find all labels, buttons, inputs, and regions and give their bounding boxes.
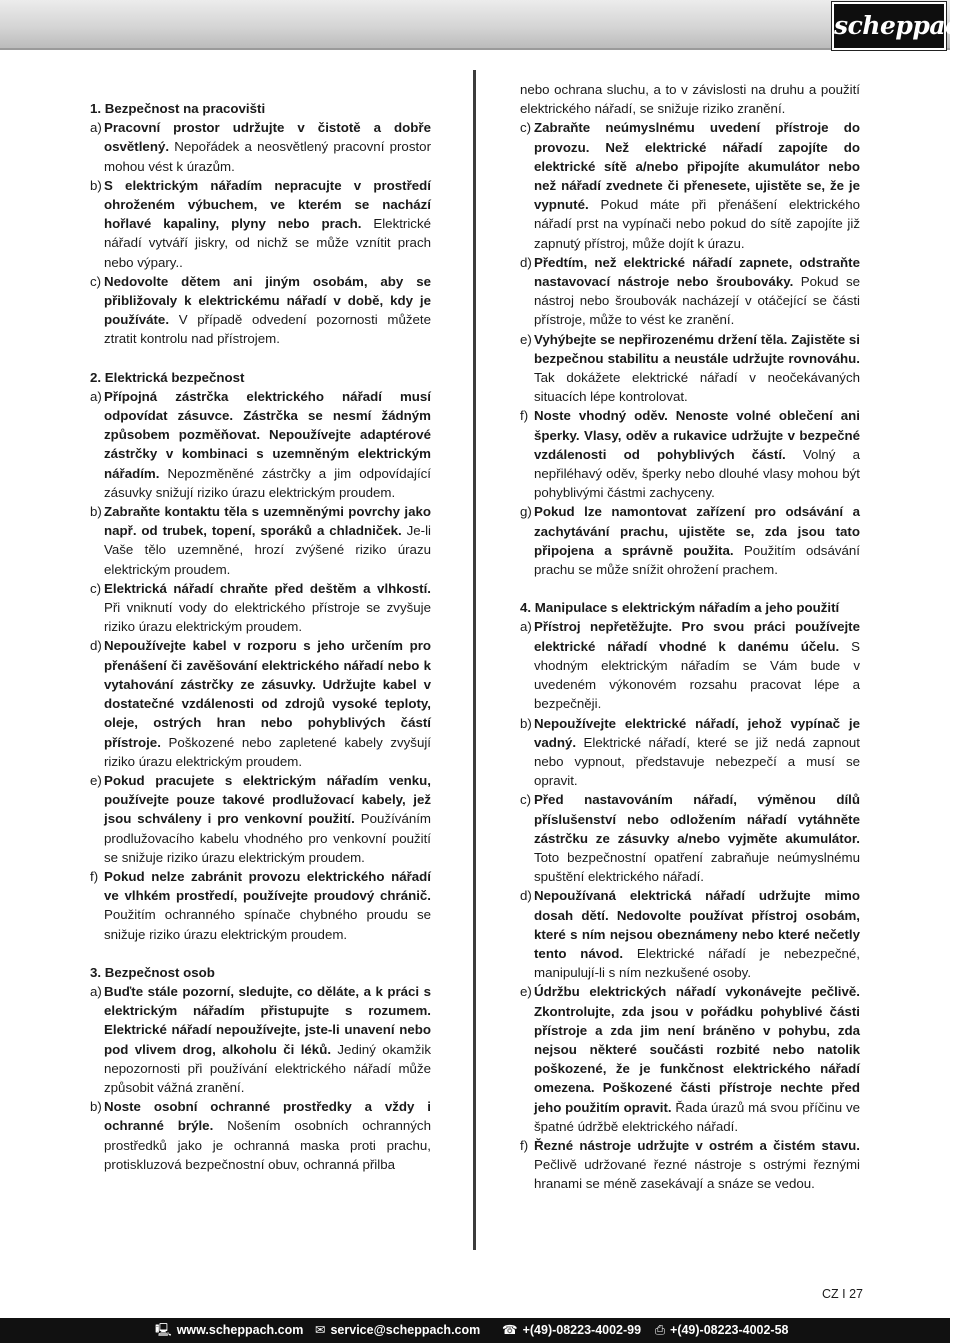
fax-icon: ⎙ (655, 1323, 666, 1337)
item-bold-text: Noste vhodný oděv. Nenoste volné oblečení ani šperky. Vlasy, oděv a rukavice udržujte v bezpečné vzdálenosti od pohyblivých částí. (534, 408, 860, 462)
item-bold-text: Přístroj nepřetěžujte. Pro svou práci používejte elektrické nářadí vhodné k danému účelu. (534, 619, 860, 654)
item-text: Nepozměněné zástrčky a jim odpovídající zásuvky snižují riziko úrazu elektrickým proudem. (104, 465, 431, 500)
item-text: Řada úrazů má svou příčinu ve špatné údržbě elektrického nářadí. (534, 1099, 860, 1134)
item-letter: c) (520, 120, 532, 136)
list-item (90, 867, 431, 944)
footer-bar (0, 1318, 950, 1343)
item-letter: a) (90, 120, 102, 136)
list-item (520, 886, 860, 982)
item-bold-text: Noste osobní ochranné prostředky a vždy i ochranné brýle. (104, 1099, 431, 1134)
item-letter: c) (520, 792, 532, 808)
footer-fax: ⎙ +(49)-08223-4002-58 (655, 1318, 789, 1343)
item-bold-text: Nedovolte dětem ani jiným osobám, aby se přibližovaly k elektrickému nářadí v době, kdy je používáte. (104, 273, 431, 328)
list-item (520, 982, 860, 1136)
section-1 (520, 118, 860, 579)
section-heading: 2. Elektrická bezpečnost (90, 369, 245, 385)
item-bold-text: Pokud pracujete s elektrickým nářadím venku, používejte pouze takové prodlužovací kabely, jež jsou schváleny i pro venkovní použití. (104, 772, 431, 827)
item-letter: a) (520, 619, 532, 635)
list-item (520, 1136, 860, 1194)
item-bold-text: Řezné nástroje udržujte v ostrém a čistém stavu. (534, 1137, 860, 1153)
item-bold-text: Před nastavováním nářadí, výměnou dílů příslušenství nebo odložením nářadí vytáhněte zástrčku ze zásuvky a/nebo vyjměte akumulátor. (534, 792, 860, 846)
item-letter: a) (90, 983, 102, 999)
phone-icon: ☎ (502, 1323, 518, 1337)
item-letter: b) (520, 715, 532, 731)
continuation-text: nebo ochrana sluchu, a to v závislosti na druhu a použití elektrického nářadí, se snižuje riziko zranění. (520, 82, 860, 117)
item-letter: d) (520, 254, 532, 270)
item-text: Elektrické nářadí je nebezpečné, manipulují-li s ním nezkušené osoby. (534, 945, 860, 981)
section-3 (90, 963, 431, 1174)
item-bold-text: Pokud nelze zabránit provozu elektrického nářadí ve vlhkém prostředí, používejte proudový chránič. (104, 868, 431, 904)
item-bold-text: Elektrická nářadí chraňte před deštěm a vlhkostí. (104, 580, 431, 596)
item-text: Použitím odsávání prachu se může snížit ohrožení prachem. (534, 542, 860, 578)
item-letter: e) (520, 331, 532, 347)
list-item (90, 387, 431, 502)
list-item (520, 502, 860, 579)
list-item (90, 272, 431, 349)
list-item (90, 502, 431, 579)
section-1 (90, 99, 431, 349)
item-text: Při vniknutí vody do elektrického přístroje se zvyšuje riziko úrazu elektrickým proudem. (104, 600, 431, 635)
item-letter: c) (90, 273, 102, 289)
item-bold-text: Údržbu elektrických nářadí vykonávejte pečlivě. Zkontrolujte, zda jsou v pořádku pohyblivé části přístroje a zda jim není bráněno v pohybu, zda nejsou některé součásti rozbité nebo natolik poškozené, že je funkčnost elektrického nářadí omezena. Poškozené části přístroje nechte před jeho použitím opravit. (534, 984, 860, 1115)
list-item (520, 406, 860, 502)
page-number: CZ I 27 (822, 1287, 863, 1301)
item-letter: f) (90, 868, 99, 884)
footer-email[interactable]: ✉ service@scheppach.com (315, 1318, 480, 1343)
item-bold-text: Předtím, než elektrické nářadí zapnete, odstraňte nastavovací nástroje nebo šroubováky. (534, 254, 860, 290)
item-text: Použitím ochranného spínače chybného proudu se snižuje riziko úrazu elektrickým proudem. (104, 907, 431, 942)
item-text: Tak dokážete elektrické nářadí v neočekávaných situacích lépe kontrolovat. (534, 370, 860, 405)
item-letter: b) (90, 1099, 102, 1115)
section-heading: 4. Manipulace s elektrickým nářadím a jeho použití (520, 600, 840, 616)
item-bold-text: Vyhýbejte se nepřirozenému držení těla. Zajistěte si bezpečnou stabilitu a neustále udržujte rovnováhu. (534, 331, 860, 366)
item-letter: d) (520, 888, 532, 904)
list-item (520, 617, 860, 713)
section-2 (90, 368, 431, 944)
left-column (90, 99, 431, 1193)
monitor-icon: 🖳 (155, 1323, 172, 1337)
item-letter: d) (90, 638, 102, 654)
item-text: Volný a nepřiléhavý oděv, šperky nebo dlouhé vlasy mohou být pohyblivými částmi zachyceny. (534, 446, 861, 501)
item-text: Je-li Vaše tělo uzemněné, hrozí zvýšené riziko úrazu elektrickým proudem. (104, 523, 431, 577)
right-column (520, 80, 860, 1213)
list-item (90, 1097, 431, 1174)
list-item (90, 982, 431, 1097)
item-letter: b) (90, 504, 102, 520)
item-bold-text: Zabraňte kontaktu těla s uzemněnými povrchy jako např. od trubek, topení, sporáků a chladniček. (104, 504, 431, 539)
item-bold-text: Pracovní prostor udržujte v čistotě a dobře osvětlený. (104, 120, 431, 155)
list-item (520, 253, 860, 330)
item-letter: e) (520, 984, 532, 1000)
item-text: Pečlivě udržované řezné nástroje s ostrými řeznými hranami se méně zasekávají a snáze se vedou. (534, 1157, 860, 1192)
item-bold-text: Nepoužívejte kabel v rozporu s jeho určením pro přenášení či zavěšování elektrického nářadí nebo k vytahování zástrčky ze zásuvky. Udržujte kabel v dostatečné vzdálenosti od zdrojů vysoké teploty, oleje, ostrých hran nebo pohyblivých částí přístroje. (104, 638, 431, 750)
item-text: Elektrické nářadí, které se již nedá zapnout nebo vypnout, představuje nebezpečí a musí se opravit. (534, 734, 860, 789)
item-text: Nepořádek a neosvětlený pracovní prostor mohou vést k úrazům. (104, 139, 431, 174)
item-bold-text: Přípojná zástrčka elektrického nářadí musí odpovídat zásuvce. Zástrčka se nesmí žádným způsobem pozměňovat. Nepoužívejte adaptérové zástrčky v kombinaci s uzemněným elektrickým nářadím. (104, 388, 431, 481)
list-item (90, 636, 431, 770)
item-bold-text: Zabraňte neúmyslnému uvedení přístroje do provozu. Než elektrické nářadí zapojíte do elektrické sítě a/nebo připojíte akumulátor nebo než nářadí zvednete či přenesete, ujistěte se, že je vypnuté. (534, 120, 860, 213)
item-letter: f) (520, 408, 529, 424)
list-item (90, 771, 431, 867)
item-letter: e) (90, 772, 102, 788)
header-bar (0, 0, 950, 50)
header-divider (0, 48, 950, 50)
item-bold-text: Nepoužívejte elektrické nářadí, jehož vypínač je vadný. (534, 715, 860, 750)
item-text: Pokud se nástroj nebo šroubovák nacházejí v otáčející se části přístroje, může to vést ke zranění. (534, 274, 860, 328)
footer-website[interactable]: 🖳 www.scheppach.com (155, 1318, 303, 1343)
item-text: Používáním prodlužovacího kabelu vhodného pro venkovní použití se snižuje riziko úrazu elektrickým proudem. (104, 811, 431, 865)
item-bold-text: Pokud lze namontovat zařízení pro odsávání a zachytávání prachu, ujistěte se, zda jsou tato připojena a správně použita. (534, 504, 860, 558)
list-item (90, 579, 431, 637)
list-item (90, 176, 431, 272)
section-heading: 1. Bezpečnost na pracovišti (90, 101, 266, 116)
list-item (520, 790, 860, 886)
scheppach-logo: scheppach (832, 2, 946, 50)
item-letter: g) (520, 504, 532, 520)
item-letter: c) (90, 580, 102, 596)
column-divider (473, 70, 476, 1250)
envelope-icon: ✉ (315, 1323, 326, 1337)
list-item (520, 330, 860, 407)
item-text: Elektrické nářadí vytváří jiskry, od nichž se může vznítit prach nebo výpary.. (104, 216, 431, 270)
list-item (90, 118, 431, 176)
item-letter: f) (520, 1137, 529, 1153)
item-text: Pokud máte při přenášení elektrického nářadí prst na vypínači nebo pokud do sítě zapojíte již zapnutý přístroj, může dojít k úrazu. (534, 197, 860, 251)
item-letter: b) (90, 177, 102, 193)
item-text: Nošením osobních ochranných prostředků jako je ochranná maska proti prachu, protiskluzová bezpečnostní obuv, ochranná přilba (104, 1118, 431, 1172)
item-bold-text: Nepoužívaná elektrická nářadí udržujte mimo dosah dětí. Nedovolte používat přístroj osobám, které s ním nejsou obeznámeny nebo které nečetly tento návod. (534, 888, 860, 961)
item-letter: a) (90, 388, 102, 404)
list-item (520, 118, 860, 252)
section-heading: 3. Bezpečnost osob (90, 964, 215, 980)
item-bold-text: Buďte stále pozorní, sledujte, co děláte, a k práci s elektrickým nářadím přistupujte s rozumem. Elektrické nářadí nepoužívejte, jste-li unavení nebo pod vlivem drog, alkoholu či léků. (104, 983, 431, 1057)
item-text: S vhodným elektrickým nářadím se Vám bude v uvedeném výkonovém rozsahu pracovat lépe a bezpečněji. (534, 638, 860, 712)
section-2 (520, 598, 860, 1193)
item-text: Toto bezpečnostní opatření zabraňuje neúmyslnému spuštění elektrického nářadí. (534, 849, 860, 885)
item-text: Poškozené nebo zapletené kabely zvyšují riziko úrazu elektrickým proudem. (104, 734, 431, 769)
item-bold-text: S elektrickým nářadím nepracujte v prostředí ohroženém výbuchem, ve kterém se nachází hořlavé kapaliny, plyny nebo prach. (104, 177, 431, 232)
item-text: V případě odvedení pozornosti můžete ztratit kontrolu nad přístrojem. (104, 312, 431, 347)
list-item (520, 714, 860, 791)
footer-phone: ☎ +(49)-08223-4002-99 (502, 1318, 641, 1343)
item-text: Jediný okamžik nepozornosti při používání elektrického nářadí může způsobit vážná zranění. (104, 1041, 431, 1095)
